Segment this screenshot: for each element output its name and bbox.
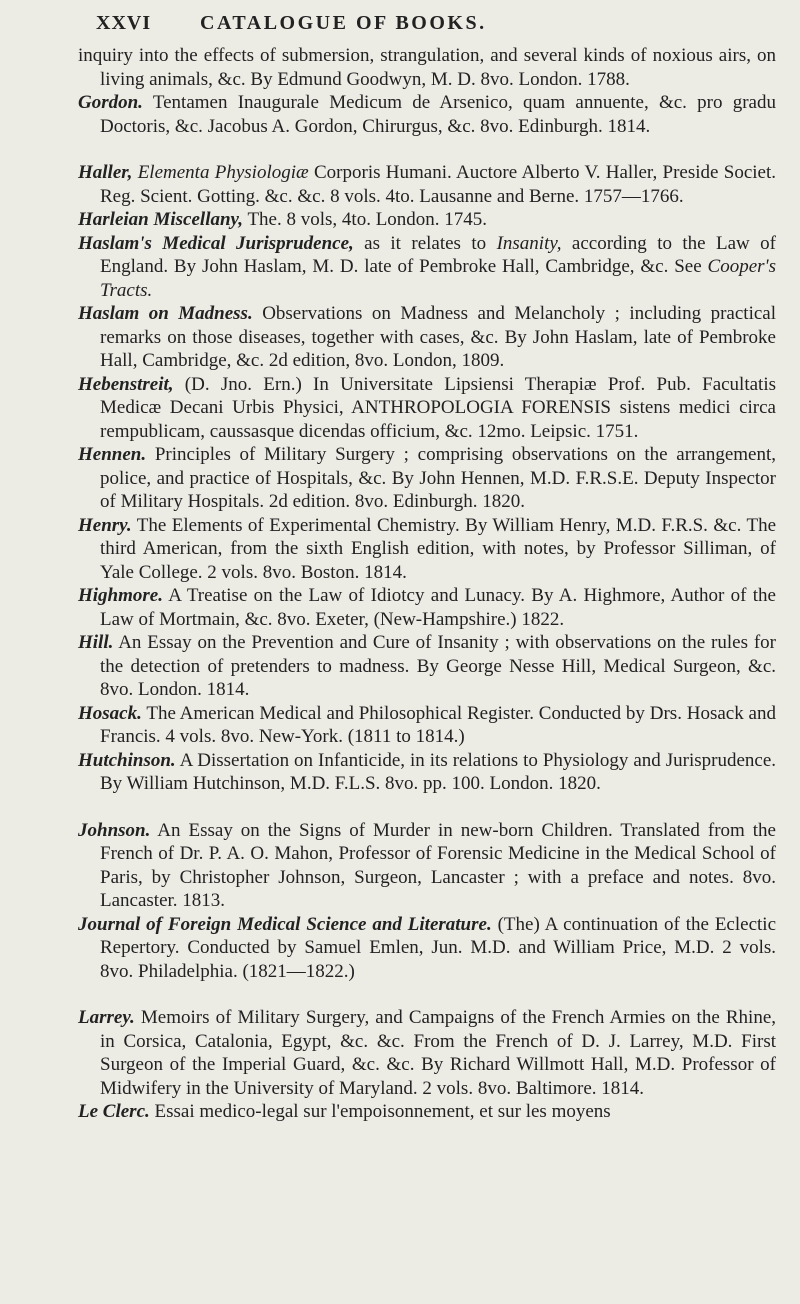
catalogue-entry	[78, 514, 776, 585]
entry-heading: Journal of Foreign Medical Science and Literature.	[78, 913, 492, 935]
entry-heading: Johnson.	[78, 819, 151, 841]
catalogue-entry	[78, 1006, 776, 1100]
entry-text: The American Medical and Philosophical Register. Conducted by Drs. Hosack and Francis. 4 vols. 8vo. New-York. (1811 to 1814.)	[100, 702, 776, 747]
entry-text: A Treatise on the Law of Idiotcy and Lunacy. By A. Highmore, Author of the Law of Mortmain, &c. 8vo. Exeter, (New-Hampshire.) 1822.	[100, 585, 776, 630]
catalogue-entry	[78, 702, 776, 749]
catalogue-entry	[78, 443, 776, 514]
entry-text: The. 8 vols, 4to. London. 1745.	[247, 209, 488, 230]
catalogue-entry	[78, 373, 776, 444]
entry-text: as it relates to	[364, 232, 497, 254]
entry-title-text: Cooper's Tracts.	[100, 256, 776, 301]
entry-title-text: Elementa Physiologiæ	[137, 162, 309, 183]
running-title: CATALOGUE OF BOOKS.	[200, 12, 487, 34]
catalogue-entries	[78, 44, 776, 1124]
entry-heading: Haslam on Madness.	[78, 303, 253, 324]
catalogue-entry	[78, 161, 776, 208]
entry-text: Essai medico-legal sur l'empoisonnement, et sur les moyens	[154, 1101, 611, 1122]
catalogue-entry	[78, 208, 776, 232]
entry-heading: Larrey.	[78, 1007, 135, 1028]
entry-text: Memoirs of Military Surgery, and Campaigns of the French Armies on the Rhine, in Corsica, Catalonia, Egypt, &c. &c. From the French of D. J. Larrey, M.D. First Surgeon of the Imperial Guard, &c. &c. By Richard Willmott Hall, M.D. Professor of Midwifery in the University of Maryland. 2 vols. 8vo. Baltimore. 1814.	[100, 1007, 777, 1099]
page-header	[40, 8, 760, 38]
entry-text: Tentamen Inaugurale Medicum de Arsenico, quam annuente, &c. pro gradu Doctoris, &c. Jacobus A. Gordon, Chirurgus, &c. 8vo. Edinburgh. 1814.	[100, 92, 776, 137]
entry-heading: Hill.	[78, 632, 114, 653]
entry-heading: Hosack.	[78, 702, 142, 724]
entry-heading: Hebenstreit,	[78, 373, 174, 395]
entry-heading: Haller,	[78, 162, 133, 183]
catalogue-entry	[78, 302, 776, 373]
entry-text: The Elements of Experimental Chemistry. By William Henry, M.D. F.R.S. &c. The third American, from the sixth English edition, with notes, by Professor Silliman, of Yale College. 2 vols. 8vo. Boston. 1814.	[100, 514, 776, 583]
entry-text: An Essay on the Signs of Murder in new-born Children. Translated from the French of Dr. P. A. O. Mahon, Professor of Forensic Medicine in the Medical School of Paris, by Christopher Johnson, Surgeon, Lancaster ; with a preface and notes. 8vo. Lancaster. 1813.	[100, 819, 776, 911]
entry-heading: Hennen.	[78, 444, 147, 465]
catalogue-entry	[78, 1100, 776, 1124]
catalogue-entry	[78, 913, 776, 984]
entry-heading: Harleian Miscellany,	[78, 209, 244, 230]
entry-heading: Gordon.	[78, 92, 143, 113]
catalogue-entry	[78, 44, 776, 91]
entry-text: according to the Law of England. By John Haslam, M. D. late of Pembroke Hall, Cambridge, &c. See	[100, 232, 777, 277]
catalogue-entry	[78, 749, 776, 796]
catalogue-entry	[78, 631, 776, 702]
entry-heading: Highmore.	[78, 585, 163, 606]
catalogue-entry	[78, 232, 776, 303]
entry-heading: Le Clerc.	[78, 1101, 150, 1122]
page-number: XXVI	[96, 12, 152, 34]
entry-text: A Dissertation on Infanticide, in its relations to Physiology and Jurisprudence. By William Hutchinson, M.D. F.L.S. 8vo. pp. 100. London. 1820.	[100, 749, 776, 794]
entry-text: (The) A continuation of the Eclectic Repertory. Conducted by Samuel Emlen, Jun. M.D. and William Price, M.D. 2 vols. 8vo. Philadelphia. (1821—1822.)	[100, 913, 777, 982]
catalogue-entry	[78, 819, 776, 913]
entry-heading: Hutchinson.	[78, 749, 176, 771]
entry-text: (D. Jno. Ern.) In Universitate Lipsiensi Therapiæ Prof. Pub. Facultatis Medicæ Decani Urbis Physici, ANTHROPOLOGIA FORENSIS sistens medici circa rempublicam, caussasque dicendas officium, &c. 12mo. Leipsic. 1751.	[100, 373, 777, 442]
entry-title-text: Insanity,	[496, 232, 562, 254]
entry-text: An Essay on the Prevention and Cure of Insanity ; with observations on the rules for the detection of pretenders to madness. By George Nesse Hill, Medical Surgeon, &c. 8vo. London. 1814.	[100, 632, 777, 700]
catalogue-entry	[78, 91, 776, 138]
entry-text: inquiry into the effects of submersion, strangulation, and several kinds of noxious airs, on living animals, &c. By Edmund Goodwyn, M. D. 8vo. London. 1788.	[78, 45, 776, 90]
entry-heading: Henry.	[78, 514, 132, 536]
entry-heading: Haslam's Medical Jurisprudence,	[78, 232, 354, 254]
entry-text: Corporis Humani. Auctore Alberto V. Haller, Preside Societ. Reg. Scient. Gotting. &c. &c. 8 vols. 4to. Lausanne and Berne. 1757—1766.	[100, 162, 776, 207]
catalogue-entry	[78, 584, 776, 631]
entry-text: Observations on Madness and Melancholy ; including practical remarks on those diseases, together with cases, &c. By John Haslam, late of Pembroke Hall, Cambridge, &c. 2d edition, 8vo. London, 1809.	[100, 303, 777, 371]
entry-text: Principles of Military Surgery ; comprising observations on the arrangement, police, and practice of Hospitals, &c. By John Hennen, M.D. F.R.S.E. Deputy Inspector of Military Hospitals. 2d edition. 8vo. Edinburgh. 1820.	[100, 444, 776, 512]
